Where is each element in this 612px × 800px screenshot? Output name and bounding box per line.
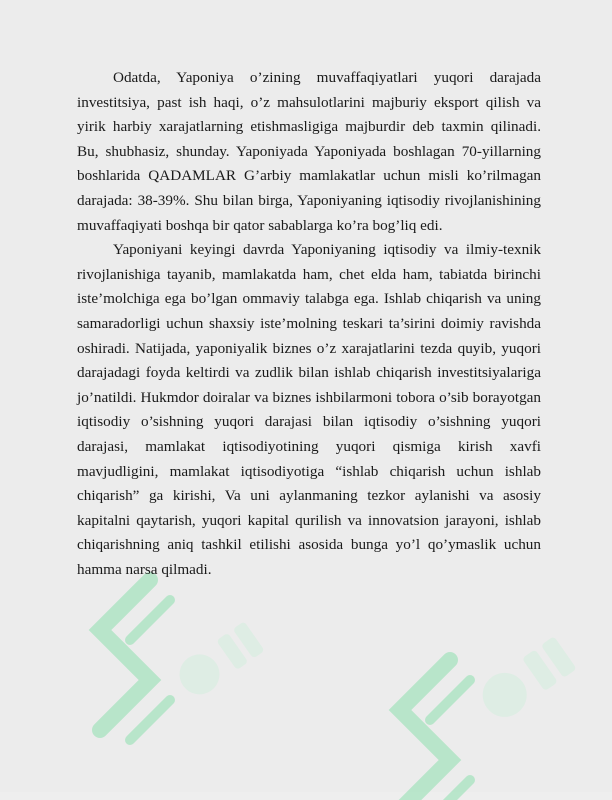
body-text (77, 66, 541, 582)
watermark-logo (60, 560, 220, 800)
paragraph-1: Odatda, Yaponiya o’zining muvaffaqiyatlari yuqori darajada investitsiya, past ish haqi, o’z mahsulotlarini majburiy eksport qilish va yirik harbiy xarajatlarning etishmasligiga majburdir deb taxmin qilinadi. Bu, shubhasiz, shunday. Yaponiyada Yaponiyada boshlagan 70-yillarning boshlarida QADAMLAR G’arbiy mamlakatlar uchun misli ko’rilmagan darajada: 38-39%. Shu bilan birga, Yaponiyaning iqtisodiy rivojlanishining muvaffaqiyati boshqa bir qator sabablarga ko’ra bog’liq edi. (77, 69, 541, 234)
watermark-logo (360, 640, 520, 800)
watermark-logo (440, 620, 612, 740)
watermark-logo (150, 600, 290, 720)
paragraph-2: Yaponiyani keyingi davrda Yaponiyaning iqtisodiy va ilmiy-texnik rivojlanishiga tayanib, mamlakatda ham, chet elda ham, tabiatda birinchi iste’molchiga ega bo’lgan ommaviy talabga ega. Ishlab chiqarish va uning samaradorligi uchun shaxsiy iste’molning teskari ta’sirini doimiy ravishda oshiradi. Natijada, yaponiyalik biznes o’z xarajatlarini tezda quyib, yuqori darajadagi foyda keltirdi va zudlik bilan ishlab chiqarish investitsiyalariga jo’natildi. Hukmdor doiralar va biznes ishbilarmoni tobora o’sib borayotgan iqtisodiy o’sishning yuqori darajasi bilan iqtisodiy o’sishning yuqori darajasi, mamlakat iqtisodiyotining yuqori qismiga kirish xavfi mavjudligini, mamlakat iqtisodiyotiga “ishlab chiqarish uchun ishlab chiqarish” ga kirishi, Va uni aylanmaning tezkor aylanishi va asosiy kapitalni qaytarish, yuqori kapital qurilish va innovatsion jarayoni, ishlab chiqarishning aniq tashkil etilishi asosida bunga yo’l qo’ymaslik uchun hamma narsa qilmadi. (77, 241, 541, 578)
